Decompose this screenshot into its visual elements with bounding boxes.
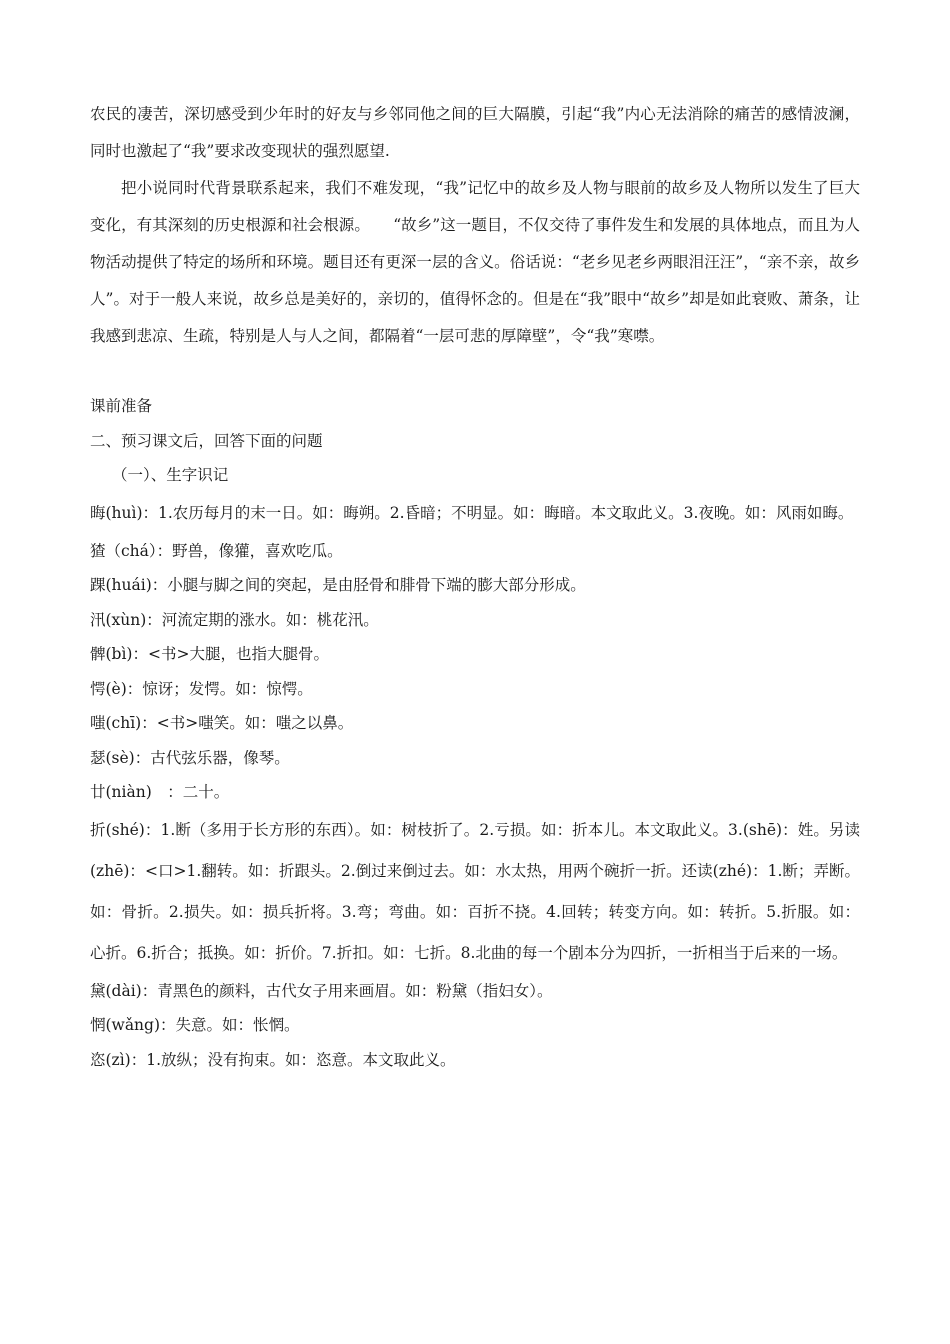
vocab-entry-bi: 髀(bì)：<书>大腿，也指大腿骨。	[90, 645, 329, 663]
intro-paragraph-2: 把小说同时代背景联系起来，我们不难发现，“我”记忆中的故乡及人物与眼前的故乡及人物所以发生了巨大变化，有其深刻的历史根源和社会根源。 “故乡”这一题目，不仅交待了事件发生和发展的具体地点，而且为人物活动提供了特定的场所和环境。题目还有更深一层的含义。俗话说：“老乡见老乡两眼泪汪汪”，“亲不亲，故乡人”。对于一般人来说，故乡总是美好的，亲切的，值得怀念的。但是在“我”眼中“故乡”却是如此衰败、萧条，让我感到悲凉、生疏，特别是人与人之间，都隔着“一层可悲的厚障壁”，令“我”寒噤。	[90, 179, 860, 345]
vocab-entry-huai: 踝(huái)：小腿与脚之间的突起，是由胫骨和腓骨下端的膨大部分形成。	[90, 576, 586, 594]
vocab-entry-hui: 晦(huì)：1.农历每月的末一日。如：晦朔。2.昏暗；不明显。如：晦暗。本文取此义。3.夜晚。如：风雨如晦。	[90, 503, 854, 522]
vocab-entry-xun: 汛(xùn)：河流定期的涨水。如：桃花汛。	[90, 610, 379, 629]
vocab-entry-cha: 猹（chá）：野兽，像獾，喜欢吃瓜。	[90, 541, 343, 560]
vocab-entry-zi: 恣(zì)：1.放纵；没有拘束。如：恣意。本文取此义。	[90, 1050, 456, 1069]
section-heading: 课前准备	[90, 397, 153, 415]
vocab-entry-nian: 廿(niàn) ：二十。	[90, 783, 230, 801]
vocab-entry-wang: 惘(wǎng)：失意。如：怅惘。	[90, 1016, 300, 1034]
vocab-entry-e: 愕(è)：惊讶；发愕。如：惊愕。	[90, 679, 313, 698]
intro-paragraph-1: 农民的凄苦，深切感受到少年时的好友与乡邻同他之间的巨大隔膜，引起“我”内心无法消除的痛苦的感情波澜，同时也激起了“我”要求改变现状的强烈愿望.	[90, 105, 860, 160]
vocab-entry-chi: 嗤(chī)：<书>嗤笑。如：嗤之以鼻。	[90, 714, 354, 732]
question-heading: 二、预习课文后，回答下面的问题	[90, 431, 323, 450]
subsection-heading: （一）、生字识记	[112, 466, 229, 484]
vocab-entry-dai: 黛(dài)：青黑色的颜料，古代女子用来画眉。如：粉黛（指妇女）。	[90, 981, 553, 1000]
vocab-entry-se: 瑟(sè)：古代弦乐器，像琴。	[90, 748, 290, 767]
section-spacer	[90, 355, 860, 389]
vocab-entry-she: 折(shé)：1.断（多用于长方形的东西）。如：树枝折了。2.亏损。如：折本儿。本文取此义。3.(shē)：姓。另读(zhē)：<口>1.翻转。如：折跟头。2.倒过来倒过去。如：水太热，用两个碗折一折。还读(zhé)：1.断；弄断。如：骨折。2.损失。如：损兵折将。3.弯；弯曲。如：百折不挠。4.回转；转变方向。如：转折。5.折服。如：心折。6.折合；抵换。如：折价。7.折扣。如：七折。8.北曲的每一个剧本分为四折，一折相当于后来的一场。	[90, 820, 860, 962]
document-page	[90, 96, 860, 1077]
